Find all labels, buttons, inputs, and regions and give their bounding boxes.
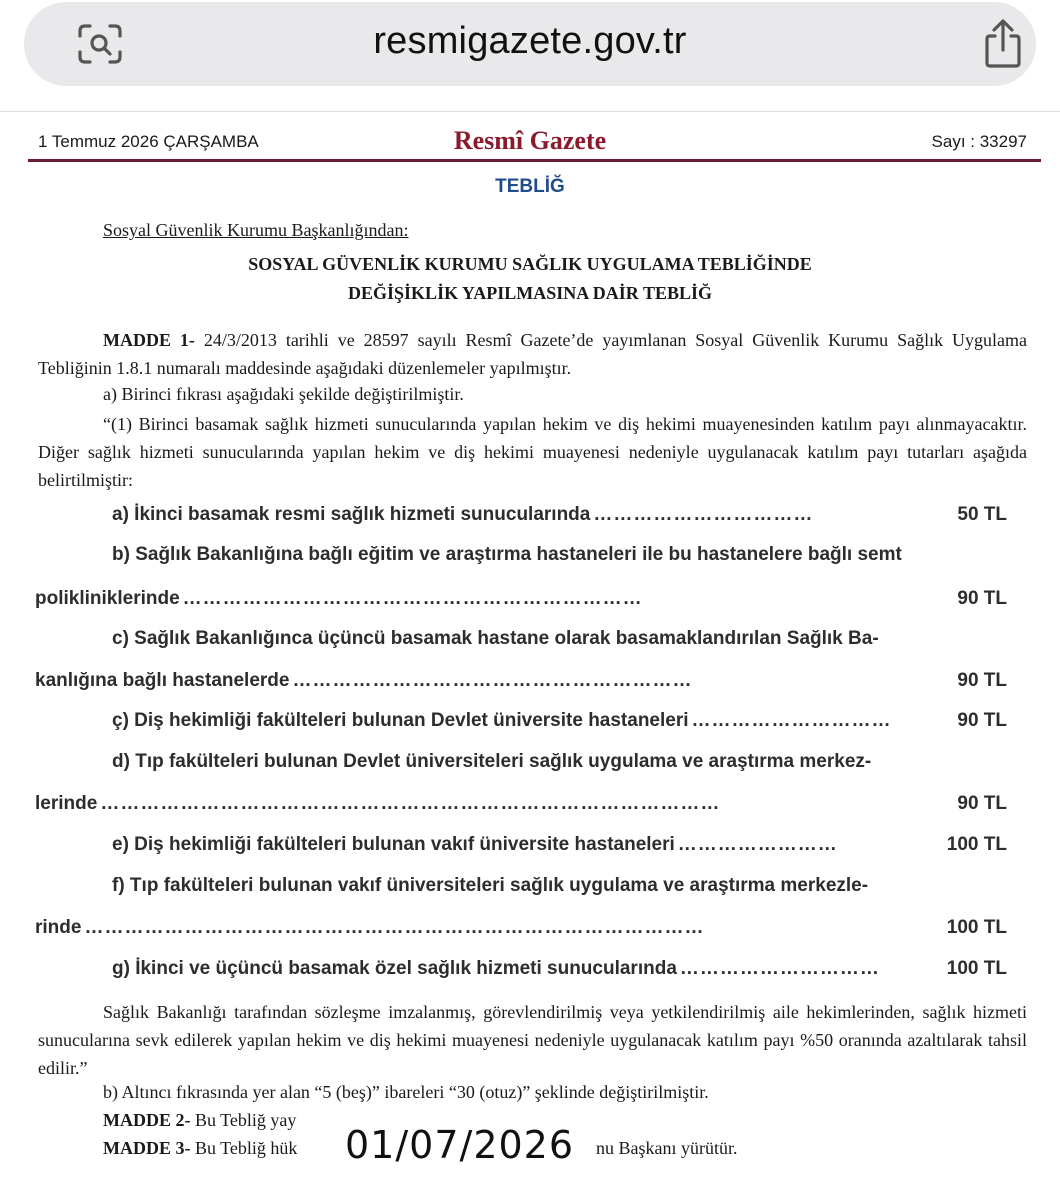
fee-item-text: lerinde — [35, 793, 98, 814]
leader-dots: ………………………… — [691, 710, 892, 731]
fee-item-e — [35, 834, 1007, 856]
issue-number: Sayı : 33297 — [931, 132, 1027, 151]
article-3-label: MADDE 3- — [103, 1138, 191, 1158]
fee-amount: 50 TL — [957, 504, 1007, 525]
leader-dots: …………………………………………………… — [292, 670, 693, 691]
browser-toolbar — [0, 0, 1060, 112]
article-3 — [103, 1138, 297, 1159]
leader-dots: ………………………………………………………………………………… — [100, 793, 721, 814]
item-b: b) Altıncı fıkrasında yer alan “5 (beş)” ibareleri “30 (otuz)” şeklinde değiştirilmiştir. — [103, 1082, 709, 1102]
fee-amount: 90 TL — [957, 793, 1007, 814]
fee-item-d — [35, 751, 1007, 815]
article-1-label: MADDE 1- — [103, 330, 195, 350]
address-bar[interactable] — [24, 2, 1036, 86]
gazette-header — [0, 124, 1060, 164]
closing-paragraph — [38, 998, 1027, 1082]
leader-dots: …………………………… — [593, 504, 814, 525]
leader-dots: ………………………………………………………………………………… — [84, 917, 705, 938]
header-divider — [28, 159, 1041, 162]
fee-item-c — [35, 628, 1007, 692]
issue-date: 1 Temmuz 2026 ÇARŞAMBA — [38, 132, 259, 151]
article-1 — [38, 326, 1027, 382]
document-title-line-2: DEĞİŞİKLİK YAPILMASINA DAİR TEBLİĞ — [348, 283, 712, 303]
item-a: a) Birinci fıkrası aşağıdaki şekilde değiştirilmiştir. — [103, 384, 464, 404]
quote-text: “(1) Birinci basamak sağlık hizmeti sunucularında yapılan hekim ve diş hekimi muayenesinden katılım payı alınmayacaktır. Diğer sağlık hizmeti sunucularında yapılan hekim ve diş hekimi muayenesi nedeniyle uygulanacak katılım payı tutarları aşağıda belirtilmiştir: — [38, 414, 1027, 490]
fee-item-line: b) Sağlık Bakanlığına bağlı eğitim ve araştırma hastaneleri ile bu hastanelere bağlı semt — [112, 544, 902, 565]
quote-paragraph — [38, 410, 1027, 494]
fee-amount: 100 TL — [946, 958, 1007, 979]
fee-item-g — [35, 958, 1007, 980]
fee-item-text: g) İkinci ve üçüncü basamak özel sağlık hizmeti sunucularında — [112, 958, 677, 979]
article-3-text-end: nu Başkanı yürütür. — [596, 1138, 738, 1158]
fee-item-text: rinde — [35, 917, 82, 938]
issuer-line: Sosyal Güvenlik Kurumu Başkanlığından: — [103, 220, 409, 240]
fee-item-text: e) Diş hekimliği fakülteleri bulunan vakıf üniversite hastaneleri — [112, 834, 675, 855]
fee-item-text: a) İkinci basamak resmi sağlık hizmeti sunucularında — [112, 504, 591, 525]
fee-amount: 100 TL — [946, 917, 1007, 938]
share-icon[interactable] — [978, 18, 1028, 70]
fee-amount: 90 TL — [957, 670, 1007, 691]
fee-amount: 100 TL — [946, 834, 1007, 855]
fee-item-line: f) Tıp fakülteleri bulunan vakıf üniversiteleri sağlık uygulama ve araştırma merkezle- — [112, 875, 869, 896]
fee-item-line: c) Sağlık Bakanlığınca üçüncü basamak hastane olarak basamaklandırılan Sağlık Ba- — [112, 628, 879, 649]
fee-item-f — [35, 875, 1007, 939]
article-1-text: 24/3/2013 tarihli ve 28597 sayılı Resmî Gazete’de yayımlanan Sosyal Güvenlik Kurumu Sağlık Uygulama Tebliğinin 1.8.1 numaralı maddesinde aşağıdaki düzenlemeler yapılmıştır. — [38, 330, 1027, 378]
section-title: TEBLİĞ — [495, 176, 565, 197]
overlay-date-stamp: 01/07/2026 — [345, 1119, 595, 1171]
gazette-title: Resmî Gazete — [453, 126, 607, 155]
closing-text: Sağlık Bakanlığı tarafından sözleşme imzalanmış, görevlendirilmiş veya yetkilendirilmiş aile hekimlerinden, sağlık hizmeti sunucularına sevk edilerek yapılan hekim ve diş hekimi muayenesi nedeniyle uygulanacak katılım payı %50 oranında azaltılarak tahsil edilir.” — [38, 1002, 1027, 1078]
fee-item-line: d) Tıp fakülteleri bulunan Devlet üniversiteleri sağlık uygulama ve araştırma merkez- — [112, 751, 872, 772]
article-2 — [103, 1110, 296, 1131]
fee-item-text: polikliniklerinde — [35, 588, 180, 609]
article-2-label: MADDE 2- — [103, 1110, 191, 1130]
fee-item-text: kanlığına bağlı hastanelerde — [35, 670, 290, 691]
leader-dots: ………………………… — [679, 958, 880, 979]
leader-dots: …………………… — [677, 834, 838, 855]
fee-item-c-cedilla — [35, 710, 1007, 732]
fee-item-text: ç) Diş hekimliği fakülteleri bulunan Devlet üniversite hastaneleri — [112, 710, 689, 731]
fee-item-b — [35, 544, 1007, 610]
fee-item-a — [35, 504, 1007, 526]
fee-amount: 90 TL — [957, 710, 1007, 731]
url-text: resmigazete.gov.tr — [373, 20, 687, 62]
fee-amount: 90 TL — [957, 588, 1007, 609]
document-title-line-1: SOSYAL GÜVENLİK KURUMU SAĞLIK UYGULAMA TEBLİĞİNDE — [248, 254, 812, 274]
leader-dots: …………………………………………………………… — [182, 588, 643, 609]
article-3-text-start: Bu Tebliğ hük — [195, 1138, 298, 1158]
article-2-text: Bu Tebliğ yay — [195, 1110, 297, 1130]
